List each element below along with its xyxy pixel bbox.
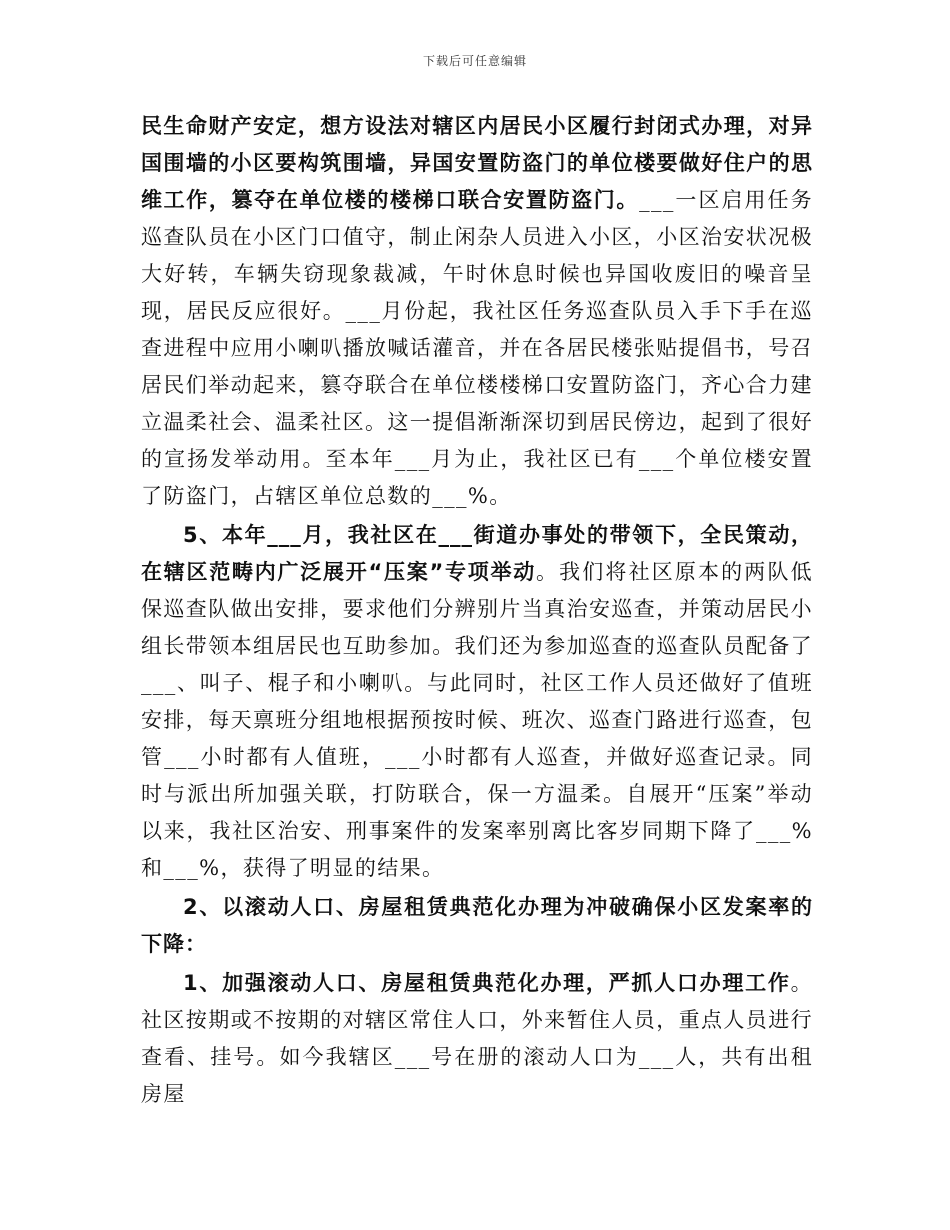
- paragraph: [141, 965, 813, 1113]
- page-header: 下载后可任意编辑: [422, 54, 527, 68]
- paragraph-bold-text: 1、加强滚动人口、房屋租赁典范化办理，严抓人口办理工作: [183, 971, 791, 995]
- paragraph: [141, 889, 813, 963]
- paragraph-bold-text: 2、以滚动人口、房屋租赁典范化办理为冲破确保小区发案率的下降：: [141, 895, 813, 956]
- document-body: [141, 108, 813, 1113]
- paragraph-bold-text: 民生命财产安定，想方设法对辖区内居民小区履行封闭式办理，对异国围墙的小区要构筑围墙，异国安置防盗门的单位楼要做好住户的思维工作，篡夺在单位楼的楼梯口联合安置防盗门。: [141, 114, 813, 212]
- paragraph-text: ___一区启用任务巡查队员在小区门口值守，制止闲杂人员进入小区，小区治安状况极大好转，车辆失窃现象裁减，午时休息时候也异国收废旧的噪音呈现，居民反应很好。___月份起，我社区任务巡查队员入手下手在巡查进程中应用小喇叭播放喊话灌音，并在各居民楼张贴提倡书，号召居民们举动起来，篡夺联合在单位楼楼梯口安置防盗门，齐心合力建立温柔社会、温柔社区。这一提倡渐渐深切到居民傍边，起到了很好的宣扬发举动用。至本年___月为止，我社区已有___个单位楼安置了防盗门，占辖区单位总数的___%。: [141, 188, 813, 508]
- paragraph-text: 。我们将社区原本的两队低保巡查队做出安排，要求他们分辨别片当真治安巡查，并策动居民小组长带领本组居民也互助参加。我们还为参加巡查的巡查队员配备了___、叫子、棍子和小喇叭。与此同时，社区工作人员还做好了值班安排，每天禀班分组地根据预按时候、班次、巡查门路进行巡查，包管___小时都有人值班，___小时都有人巡查，并做好巡查记录。同时与派出所加强关联，打防联合，保一方温柔。自展开“压案”举动以来，我社区治安、刑事案件的发案率别离比客岁同期下降了___%和___%，获得了明显的结果。: [141, 560, 813, 880]
- paragraph-bold-text: 5、本年___月，我社区在___街道办事处的带领下，全民策动，在辖区范畴内广泛展开“压案”专项举动: [141, 523, 813, 584]
- paragraph: [141, 517, 813, 887]
- paragraph-text: 。社区按期或不按期的对辖区常住人口，外来暂住人员，重点人员进行查看、挂号。如今我辖区___号在册的滚动人口为___人，共有出租房屋: [141, 971, 813, 1106]
- paragraph: [141, 108, 813, 515]
